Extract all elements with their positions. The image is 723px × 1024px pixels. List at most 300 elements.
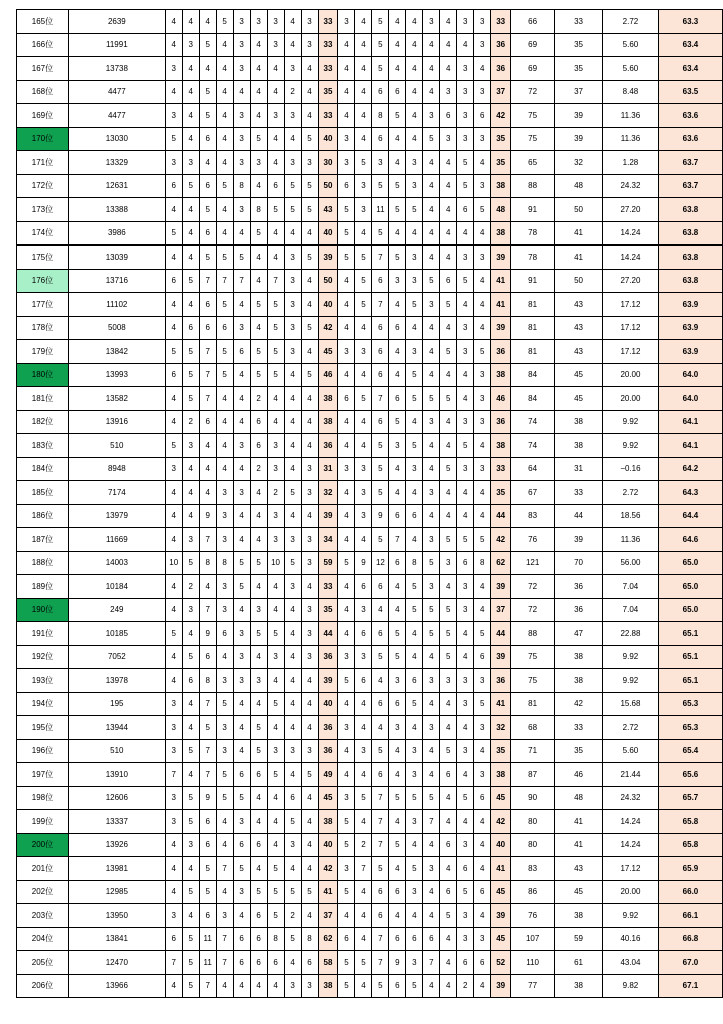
player-id-cell: 13979 xyxy=(68,504,165,528)
out-hole-score: 7 xyxy=(199,363,216,387)
out-hole-score: 7 xyxy=(165,951,182,975)
table-row xyxy=(17,810,723,834)
final-score-cell: 65.1 xyxy=(658,669,722,693)
handicap-cell: 35 xyxy=(555,57,603,81)
table-row xyxy=(17,551,723,575)
player-id-cell: 13993 xyxy=(68,363,165,387)
out-hole-score: 4 xyxy=(233,387,250,411)
in-hole-score: 3 xyxy=(423,857,440,881)
final-score-cell: 63.9 xyxy=(658,340,722,364)
out-hole-score: 4 xyxy=(301,410,318,434)
in-hole-score: 4 xyxy=(457,504,474,528)
out-hole-score: 6 xyxy=(165,927,182,951)
net-score-cell: 14.24 xyxy=(603,245,659,269)
out-hole-score: 5 xyxy=(250,340,267,364)
table-row xyxy=(17,716,723,740)
out-hole-score: 5 xyxy=(182,951,199,975)
out-hole-score: 7 xyxy=(216,951,233,975)
out-hole-score: 5 xyxy=(182,786,199,810)
final-score-cell: 64.0 xyxy=(658,387,722,411)
in-total-cell: 52 xyxy=(491,951,511,975)
out-total-cell: 40 xyxy=(318,293,338,317)
out-hole-score: 3 xyxy=(233,434,250,458)
in-hole-score: 4 xyxy=(474,598,491,622)
out-hole-score: 5 xyxy=(267,316,284,340)
net-score-cell: 43.04 xyxy=(603,951,659,975)
net-score-cell: 5.60 xyxy=(603,739,659,763)
in-hole-score: 5 xyxy=(372,10,389,34)
out-hole-score: 5 xyxy=(267,880,284,904)
handicap-cell: 39 xyxy=(555,127,603,151)
in-hole-score: 3 xyxy=(355,174,372,198)
rank-cell: 188位 xyxy=(17,551,69,575)
out-hole-score: 3 xyxy=(301,598,318,622)
net-score-cell: 1.28 xyxy=(603,151,659,175)
table-row xyxy=(17,434,723,458)
out-hole-score: 4 xyxy=(182,457,199,481)
in-hole-score: 4 xyxy=(406,833,423,857)
out-hole-score: 5 xyxy=(182,551,199,575)
out-hole-score: 4 xyxy=(216,33,233,57)
out-hole-score: 7 xyxy=(216,269,233,293)
out-hole-score: 4 xyxy=(250,104,267,128)
in-hole-score: 4 xyxy=(372,598,389,622)
in-hole-score: 4 xyxy=(338,269,355,293)
in-hole-score: 11 xyxy=(372,198,389,222)
out-hole-score: 4 xyxy=(267,387,284,411)
rank-cell: 186位 xyxy=(17,504,69,528)
out-hole-score: 5 xyxy=(233,551,250,575)
in-hole-score: 6 xyxy=(457,198,474,222)
out-hole-score: 5 xyxy=(301,880,318,904)
in-hole-score: 6 xyxy=(440,763,457,787)
out-total-cell: 59 xyxy=(318,551,338,575)
out-hole-score: 4 xyxy=(216,104,233,128)
in-hole-score: 6 xyxy=(372,410,389,434)
out-hole-score: 4 xyxy=(182,221,199,245)
player-id-cell: 13738 xyxy=(68,57,165,81)
out-hole-score: 4 xyxy=(267,716,284,740)
table-row xyxy=(17,340,723,364)
in-hole-score: 3 xyxy=(474,363,491,387)
player-id-cell: 13944 xyxy=(68,716,165,740)
in-hole-score: 3 xyxy=(389,669,406,693)
handicap-cell: 38 xyxy=(555,410,603,434)
table-row xyxy=(17,293,723,317)
out-hole-score: 5 xyxy=(301,316,318,340)
rank-cell: 198位 xyxy=(17,786,69,810)
out-hole-score: 4 xyxy=(182,904,199,928)
out-hole-score: 4 xyxy=(284,387,301,411)
player-id-cell: 13388 xyxy=(68,198,165,222)
out-hole-score: 5 xyxy=(216,692,233,716)
in-hole-score: 4 xyxy=(406,57,423,81)
out-hole-score: 5 xyxy=(250,551,267,575)
in-hole-score: 4 xyxy=(406,716,423,740)
handicap-cell: 50 xyxy=(555,198,603,222)
out-hole-score: 4 xyxy=(250,316,267,340)
out-hole-score: 4 xyxy=(182,504,199,528)
in-total-cell: 32 xyxy=(491,716,511,740)
out-hole-score: 6 xyxy=(199,293,216,317)
out-hole-score: 5 xyxy=(182,974,199,998)
out-hole-score: 4 xyxy=(165,974,182,998)
in-hole-score: 6 xyxy=(389,551,406,575)
out-hole-score: 4 xyxy=(182,857,199,881)
in-hole-score: 5 xyxy=(372,174,389,198)
final-score-cell: 64.1 xyxy=(658,410,722,434)
final-score-cell: 65.8 xyxy=(658,833,722,857)
out-hole-score: 3 xyxy=(165,692,182,716)
in-total-cell: 42 xyxy=(491,528,511,552)
in-hole-score: 4 xyxy=(423,174,440,198)
player-id-cell: 4477 xyxy=(68,104,165,128)
out-hole-score: 5 xyxy=(165,127,182,151)
in-hole-score: 4 xyxy=(423,880,440,904)
out-total-cell: 49 xyxy=(318,763,338,787)
in-hole-score: 3 xyxy=(355,198,372,222)
out-hole-score: 6 xyxy=(199,316,216,340)
net-score-cell: 11.36 xyxy=(603,104,659,128)
out-hole-score: 5 xyxy=(301,363,318,387)
out-hole-score: 4 xyxy=(267,669,284,693)
in-hole-score: 4 xyxy=(440,33,457,57)
in-hole-score: 6 xyxy=(338,387,355,411)
table-row xyxy=(17,10,723,34)
out-hole-score: 3 xyxy=(267,739,284,763)
out-hole-score: 4 xyxy=(165,880,182,904)
final-score-cell: 64.3 xyxy=(658,481,722,505)
in-hole-score: 4 xyxy=(338,575,355,599)
out-hole-score: 4 xyxy=(284,363,301,387)
in-hole-score: 6 xyxy=(389,880,406,904)
in-hole-score: 4 xyxy=(440,786,457,810)
in-hole-score: 6 xyxy=(372,904,389,928)
table-row xyxy=(17,33,723,57)
in-hole-score: 3 xyxy=(423,575,440,599)
net-score-cell: 7.04 xyxy=(603,575,659,599)
in-hole-score: 12 xyxy=(372,551,389,575)
in-hole-score: 4 xyxy=(474,221,491,245)
table-row xyxy=(17,198,723,222)
player-id-cell: 13981 xyxy=(68,857,165,881)
table-row xyxy=(17,904,723,928)
handicap-cell: 38 xyxy=(555,645,603,669)
in-hole-score: 6 xyxy=(389,927,406,951)
out-total-cell: 33 xyxy=(318,104,338,128)
in-total-cell: 42 xyxy=(491,104,511,128)
handicap-cell: 33 xyxy=(555,481,603,505)
in-hole-score: 3 xyxy=(355,598,372,622)
in-hole-score: 4 xyxy=(355,221,372,245)
rank-cell: 200位 xyxy=(17,833,69,857)
in-hole-score: 3 xyxy=(457,904,474,928)
out-hole-score: 7 xyxy=(199,598,216,622)
in-total-cell: 38 xyxy=(491,763,511,787)
player-id-cell: 10184 xyxy=(68,575,165,599)
in-hole-score: 4 xyxy=(389,810,406,834)
player-id-cell: 13966 xyxy=(68,974,165,998)
out-hole-score: 3 xyxy=(165,716,182,740)
in-hole-score: 4 xyxy=(440,857,457,881)
in-hole-score: 3 xyxy=(338,645,355,669)
table-body xyxy=(17,10,723,998)
in-total-cell: 35 xyxy=(491,127,511,151)
out-hole-score: 4 xyxy=(216,833,233,857)
out-hole-score: 3 xyxy=(233,10,250,34)
in-total-cell: 41 xyxy=(491,293,511,317)
out-hole-score: 7 xyxy=(199,974,216,998)
in-hole-score: 3 xyxy=(474,410,491,434)
in-hole-score: 6 xyxy=(389,974,406,998)
out-hole-score: 7 xyxy=(199,692,216,716)
handicap-cell: 38 xyxy=(555,434,603,458)
in-total-cell: 39 xyxy=(491,245,511,269)
gross-score-cell: 68 xyxy=(511,716,555,740)
out-total-cell: 33 xyxy=(318,33,338,57)
in-hole-score: 5 xyxy=(389,245,406,269)
in-hole-score: 5 xyxy=(389,645,406,669)
out-hole-score: 3 xyxy=(267,33,284,57)
in-hole-score: 2 xyxy=(355,833,372,857)
in-hole-score: 4 xyxy=(372,669,389,693)
out-hole-score: 4 xyxy=(267,151,284,175)
in-hole-score: 3 xyxy=(457,575,474,599)
out-hole-score: 4 xyxy=(250,786,267,810)
out-hole-score: 4 xyxy=(301,340,318,364)
out-hole-score: 6 xyxy=(216,622,233,646)
out-hole-score: 6 xyxy=(233,951,250,975)
in-hole-score: 3 xyxy=(406,880,423,904)
handicap-cell: 33 xyxy=(555,716,603,740)
out-hole-score: 8 xyxy=(301,927,318,951)
out-hole-score: 6 xyxy=(199,904,216,928)
in-hole-score: 3 xyxy=(474,127,491,151)
out-hole-score: 5 xyxy=(267,293,284,317)
net-score-cell: 2.72 xyxy=(603,10,659,34)
out-hole-score: 3 xyxy=(284,340,301,364)
in-total-cell: 36 xyxy=(491,669,511,693)
out-hole-score: 4 xyxy=(182,763,199,787)
in-hole-score: 4 xyxy=(457,481,474,505)
gross-score-cell: 81 xyxy=(511,316,555,340)
rank-cell: 194位 xyxy=(17,692,69,716)
gross-score-cell: 91 xyxy=(511,198,555,222)
in-hole-score: 5 xyxy=(474,622,491,646)
out-total-cell: 40 xyxy=(318,127,338,151)
in-hole-score: 4 xyxy=(440,198,457,222)
in-hole-score: 3 xyxy=(355,645,372,669)
rank-cell: 172位 xyxy=(17,174,69,198)
out-hole-score: 4 xyxy=(301,387,318,411)
out-hole-score: 6 xyxy=(182,316,199,340)
net-score-cell: 5.60 xyxy=(603,57,659,81)
handicap-cell: 36 xyxy=(555,575,603,599)
in-hole-score: 7 xyxy=(423,951,440,975)
out-hole-score: 4 xyxy=(216,410,233,434)
out-hole-score: 3 xyxy=(216,598,233,622)
rank-cell: 166位 xyxy=(17,33,69,57)
out-hole-score: 3 xyxy=(284,245,301,269)
in-total-cell: 33 xyxy=(491,10,511,34)
in-hole-score: 5 xyxy=(457,786,474,810)
out-hole-score: 7 xyxy=(199,269,216,293)
out-hole-score: 3 xyxy=(216,904,233,928)
out-hole-score: 3 xyxy=(301,739,318,763)
out-hole-score: 5 xyxy=(250,739,267,763)
player-id-cell: 13030 xyxy=(68,127,165,151)
in-hole-score: 9 xyxy=(372,504,389,528)
in-hole-score: 3 xyxy=(474,174,491,198)
out-hole-score: 3 xyxy=(284,293,301,317)
rank-cell: 202位 xyxy=(17,880,69,904)
in-hole-score: 5 xyxy=(372,645,389,669)
gross-score-cell: 76 xyxy=(511,904,555,928)
in-hole-score: 4 xyxy=(355,434,372,458)
out-hole-score: 5 xyxy=(216,786,233,810)
out-hole-score: 4 xyxy=(301,269,318,293)
out-hole-score: 4 xyxy=(301,57,318,81)
player-id-cell: 510 xyxy=(68,739,165,763)
in-hole-score: 3 xyxy=(457,104,474,128)
out-hole-score: 7 xyxy=(199,763,216,787)
in-hole-score: 5 xyxy=(406,598,423,622)
final-score-cell: 63.4 xyxy=(658,33,722,57)
in-hole-score: 3 xyxy=(474,245,491,269)
in-hole-score: 5 xyxy=(457,434,474,458)
player-id-cell: 13582 xyxy=(68,387,165,411)
out-total-cell: 38 xyxy=(318,974,338,998)
in-total-cell: 39 xyxy=(491,904,511,928)
in-hole-score: 4 xyxy=(423,692,440,716)
gross-score-cell: 107 xyxy=(511,927,555,951)
handicap-cell: 48 xyxy=(555,174,603,198)
out-hole-score: 7 xyxy=(216,927,233,951)
final-score-cell: 64.0 xyxy=(658,363,722,387)
in-hole-score: 4 xyxy=(440,810,457,834)
out-hole-score: 4 xyxy=(199,457,216,481)
gross-score-cell: 81 xyxy=(511,293,555,317)
out-hole-score: 4 xyxy=(216,645,233,669)
out-total-cell: 39 xyxy=(318,504,338,528)
in-total-cell: 39 xyxy=(491,316,511,340)
in-hole-score: 6 xyxy=(474,786,491,810)
rank-cell: 204位 xyxy=(17,927,69,951)
net-score-cell: −0.16 xyxy=(603,457,659,481)
out-hole-score: 5 xyxy=(267,340,284,364)
net-score-cell: 17.12 xyxy=(603,857,659,881)
in-hole-score: 5 xyxy=(355,269,372,293)
player-id-cell: 14003 xyxy=(68,551,165,575)
net-score-cell: 24.32 xyxy=(603,174,659,198)
out-hole-score: 7 xyxy=(199,739,216,763)
out-hole-score: 6 xyxy=(182,669,199,693)
final-score-cell: 65.3 xyxy=(658,692,722,716)
in-hole-score: 4 xyxy=(423,763,440,787)
out-hole-score: 3 xyxy=(284,575,301,599)
in-hole-score: 4 xyxy=(389,221,406,245)
in-hole-score: 7 xyxy=(372,387,389,411)
player-id-cell: 510 xyxy=(68,434,165,458)
out-hole-score: 5 xyxy=(199,880,216,904)
out-hole-score: 4 xyxy=(250,269,267,293)
in-hole-score: 5 xyxy=(406,692,423,716)
in-hole-score: 7 xyxy=(372,927,389,951)
in-hole-score: 4 xyxy=(355,410,372,434)
out-hole-score: 4 xyxy=(301,221,318,245)
out-hole-score: 4 xyxy=(284,716,301,740)
out-hole-score: 5 xyxy=(267,904,284,928)
in-hole-score: 7 xyxy=(372,833,389,857)
in-hole-score: 7 xyxy=(355,857,372,881)
in-hole-score: 5 xyxy=(355,786,372,810)
final-score-cell: 65.0 xyxy=(658,575,722,599)
out-hole-score: 5 xyxy=(233,786,250,810)
out-hole-score: 4 xyxy=(233,692,250,716)
in-hole-score: 5 xyxy=(389,104,406,128)
in-hole-score: 6 xyxy=(338,174,355,198)
in-hole-score: 4 xyxy=(474,316,491,340)
in-hole-score: 5 xyxy=(338,198,355,222)
out-hole-score: 4 xyxy=(216,387,233,411)
in-hole-score: 3 xyxy=(423,104,440,128)
final-score-cell: 67.1 xyxy=(658,974,722,998)
out-hole-score: 4 xyxy=(182,57,199,81)
out-hole-score: 6 xyxy=(165,174,182,198)
table-row xyxy=(17,127,723,151)
player-id-cell: 12470 xyxy=(68,951,165,975)
in-hole-score: 4 xyxy=(423,33,440,57)
out-hole-score: 7 xyxy=(199,387,216,411)
rank-cell: 180位 xyxy=(17,363,69,387)
in-hole-score: 4 xyxy=(355,57,372,81)
ranking-score-table xyxy=(16,9,723,998)
out-hole-score: 4 xyxy=(250,575,267,599)
out-hole-score: 3 xyxy=(182,528,199,552)
gross-score-cell: 121 xyxy=(511,551,555,575)
in-hole-score: 5 xyxy=(423,387,440,411)
player-id-cell: 7052 xyxy=(68,645,165,669)
out-total-cell: 32 xyxy=(318,481,338,505)
table-row xyxy=(17,80,723,104)
handicap-cell: 59 xyxy=(555,927,603,951)
in-hole-score: 4 xyxy=(440,481,457,505)
net-score-cell: 2.72 xyxy=(603,481,659,505)
in-hole-score: 5 xyxy=(372,457,389,481)
in-hole-score: 4 xyxy=(474,810,491,834)
out-hole-score: 4 xyxy=(199,481,216,505)
out-hole-score: 2 xyxy=(182,410,199,434)
out-hole-score: 4 xyxy=(301,833,318,857)
player-id-cell: 249 xyxy=(68,598,165,622)
out-hole-score: 3 xyxy=(233,481,250,505)
in-hole-score: 6 xyxy=(372,880,389,904)
out-hole-score: 5 xyxy=(216,763,233,787)
out-hole-score: 4 xyxy=(284,434,301,458)
in-hole-score: 4 xyxy=(338,622,355,646)
in-hole-score: 9 xyxy=(355,551,372,575)
final-score-cell: 63.7 xyxy=(658,151,722,175)
in-hole-score: 4 xyxy=(474,434,491,458)
out-hole-score: 5 xyxy=(216,174,233,198)
out-total-cell: 38 xyxy=(318,810,338,834)
out-total-cell: 39 xyxy=(318,669,338,693)
rank-cell: 179位 xyxy=(17,340,69,364)
out-hole-score: 4 xyxy=(301,692,318,716)
player-id-cell: 13978 xyxy=(68,669,165,693)
out-hole-score: 5 xyxy=(250,716,267,740)
gross-score-cell: 67 xyxy=(511,481,555,505)
